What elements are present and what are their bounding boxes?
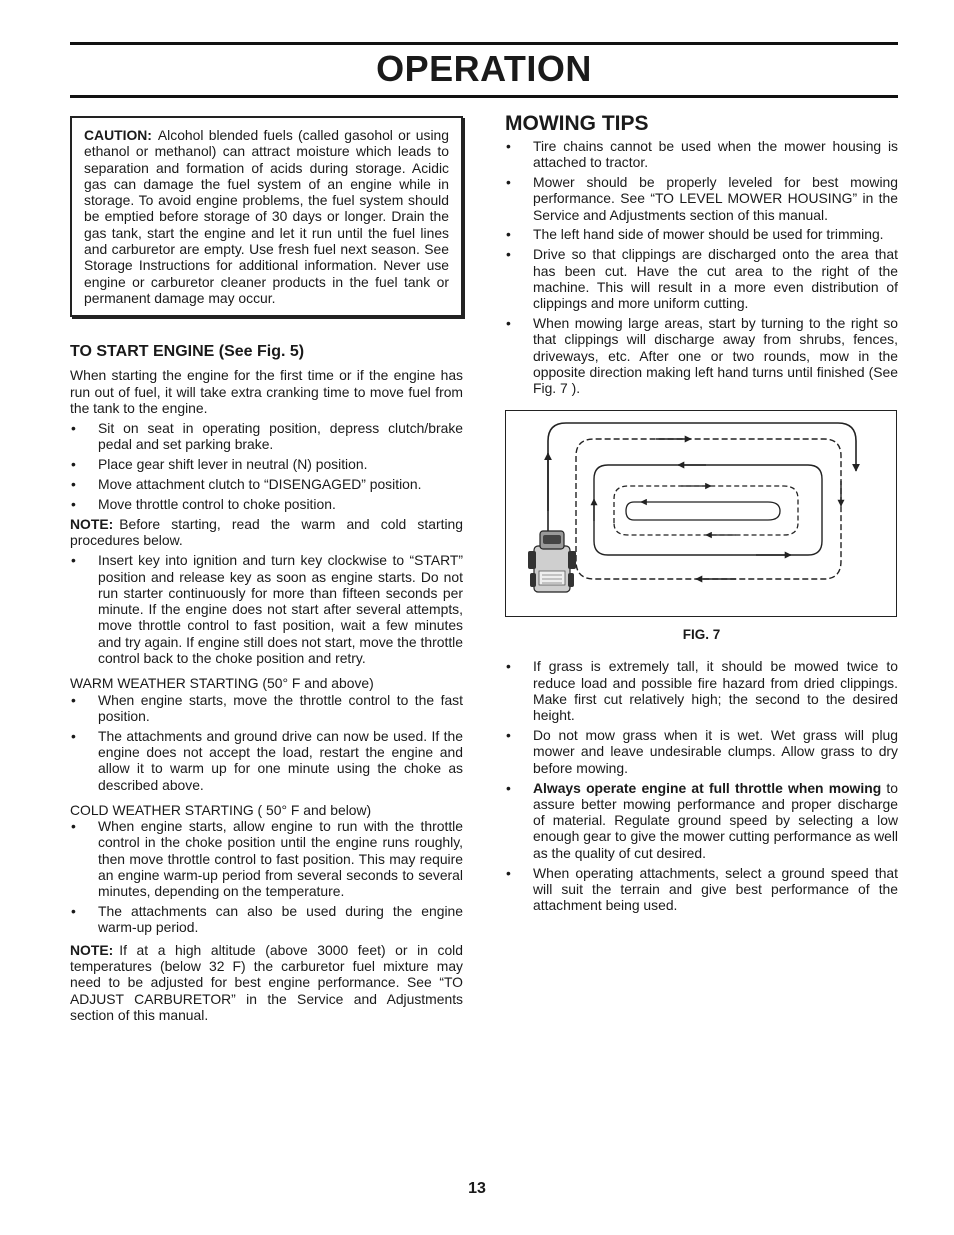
- list-item: • Move throttle control to choke position.: [70, 496, 463, 512]
- inner-mowing-path: [626, 502, 780, 520]
- tractor-illustration: [528, 531, 576, 592]
- caution-label: CAUTION:: [84, 127, 152, 143]
- list-item: • When mowing large areas, start by turning to the right so that clippings will discharge away from shrubs, fences, driveways, etc. After one or two rounds, mow in the opposite direction making left hand turns until finished (See Fig. 7 ).: [505, 315, 898, 396]
- header-rule-top: [70, 42, 898, 45]
- more-tips-list: [505, 658, 898, 913]
- start-steps-list: [70, 420, 463, 512]
- third-mowing-path: [594, 465, 822, 555]
- start-engine-intro: When starting the engine for the first time or if the engine has run out of fuel, it will take extra cranking time to move fuel from the tank to the engine.: [70, 367, 463, 416]
- note-text: Before starting, read the warm and cold starting procedures below.: [70, 515, 463, 548]
- caution-text: Alcohol blended fuels (called gasohol or using ethanol or methanol) can attract moisture which leads to separation and formation of acids during storage. Acidic gas can damage the fuel system of an engine while in storage. To avoid engine problems, the fuel system should be emptied before storage of 30 days or longer. Drain the gas tank, start the engine and let it run until the fuel lines and carburetor are empty. Use fresh fuel next season. See Storage Instructions for additional information. Never use engine or carburetor cleaner products in the fuel tank or permanent damage may occur.: [84, 127, 449, 306]
- mowing-tips-heading: MOWING TIPS: [505, 112, 649, 135]
- note-high-altitude: [70, 942, 463, 1023]
- fourth-mowing-path: [614, 486, 798, 535]
- note-label: NOTE:: [70, 515, 114, 532]
- note-text: If at a high altitude (above 3000 feet) or in cold temperatures (below 32 F) the carburetor fuel mixture may need to be adjusted for best engine performance. See “TO ADJUST CARBURETOR” in the Service and Adjustments section of this manual.: [70, 941, 463, 1023]
- list-item: • Drive so that clippings are discharged onto the area that has been cut. Have the cut area to the right of the machine. This will result in a more even distribution of clippings and more uniform cutting.: [505, 246, 898, 311]
- list-item: • Mower should be properly leveled for best mowing performance. See “TO LEVEL MOWER HOUSING” in the Service and Adjustments section of this manual.: [505, 174, 898, 223]
- note-label: NOTE:: [70, 941, 114, 958]
- right-column: [505, 112, 898, 917]
- key-step-list: [70, 552, 463, 666]
- list-item: • Do not mow grass when it is wet. Wet grass will plug mower and leave undesirable clumps. Allow grass to dry before mowing.: [505, 727, 898, 776]
- list-item: • Place gear shift lever in neutral (N) position.: [70, 456, 463, 472]
- second-mowing-path: [576, 439, 841, 579]
- header-rule-bottom: [70, 95, 898, 98]
- page-number: 13: [468, 1180, 486, 1197]
- mowing-pattern-diagram: [506, 411, 896, 616]
- cold-steps-list: [70, 818, 463, 936]
- throttle-tip-text: to assure better mowing performance and proper discharge of material. Regulate ground speed by selecting a low enough gear to give the mower cutting performance as well as the quality of cut desired.: [533, 779, 898, 861]
- list-item: • The attachments can also be used during the engine warm-up period.: [70, 903, 463, 936]
- list-item: • Sit on seat in operating position, depress clutch/brake pedal and set parking brake.: [70, 420, 463, 453]
- list-item: • The attachments and ground drive can now be used. If the engine does not accept the load, restart the engine and allow it to warm up for one minute using the choke as described above.: [70, 728, 463, 793]
- list-item: • The left hand side of mower should be used for trimming.: [505, 226, 898, 242]
- start-engine-heading: TO START ENGINE (See Fig. 5): [70, 343, 305, 361]
- list-item: • When operating attachments, select a ground speed that will suit the terrain and give best performance of the attachment being used.: [505, 865, 898, 914]
- list-item: • If grass is extremely tall, it should be mowed twice to reduce load and possible fire hazard from dried clippings. Make first cut relatively high; the second to the desired height.: [505, 658, 898, 723]
- note-before-starting: [70, 516, 463, 549]
- list-item: • When engine starts, move the throttle control to the fast position.: [70, 692, 463, 725]
- page-title: OPERATION: [376, 48, 592, 89]
- warm-weather-heading: WARM WEATHER STARTING (50° F and above): [70, 675, 374, 692]
- caution-box: [70, 116, 463, 317]
- mowing-tips-list: [505, 138, 898, 396]
- warm-steps-list: [70, 692, 463, 793]
- list-item: • When engine starts, allow engine to run with the throttle control in the choke position until the engine runs roughly, then move throttle control to fast position. This may require an engine warm-up period from several seconds to several minutes, depending on the temperature.: [70, 818, 463, 899]
- mowing-pattern-figure: [505, 410, 897, 617]
- figure-caption: FIG. 7: [682, 627, 721, 643]
- throttle-tip-bold: Always operate engine at full throttle when mowing: [533, 779, 882, 796]
- list-item: [505, 780, 898, 861]
- list-item: • Move attachment clutch to “DISENGAGED” position.: [70, 476, 463, 492]
- cold-weather-heading: COLD WEATHER STARTING ( 50° F and below): [70, 801, 372, 818]
- list-item: • Tire chains cannot be used when the mower housing is attached to tractor.: [505, 138, 898, 171]
- left-column: [70, 116, 463, 1027]
- list-item: • Insert key into ignition and turn key clockwise to “START” position and release key as soon as engine starts. Do not run starter continuously for more than fifteen seconds per minute. If the engine does not start after several attempts, move throttle control to fast position, wait a few minutes and try again. If engine still does not start, move the throttle control back to the choke position and retry.: [70, 552, 463, 666]
